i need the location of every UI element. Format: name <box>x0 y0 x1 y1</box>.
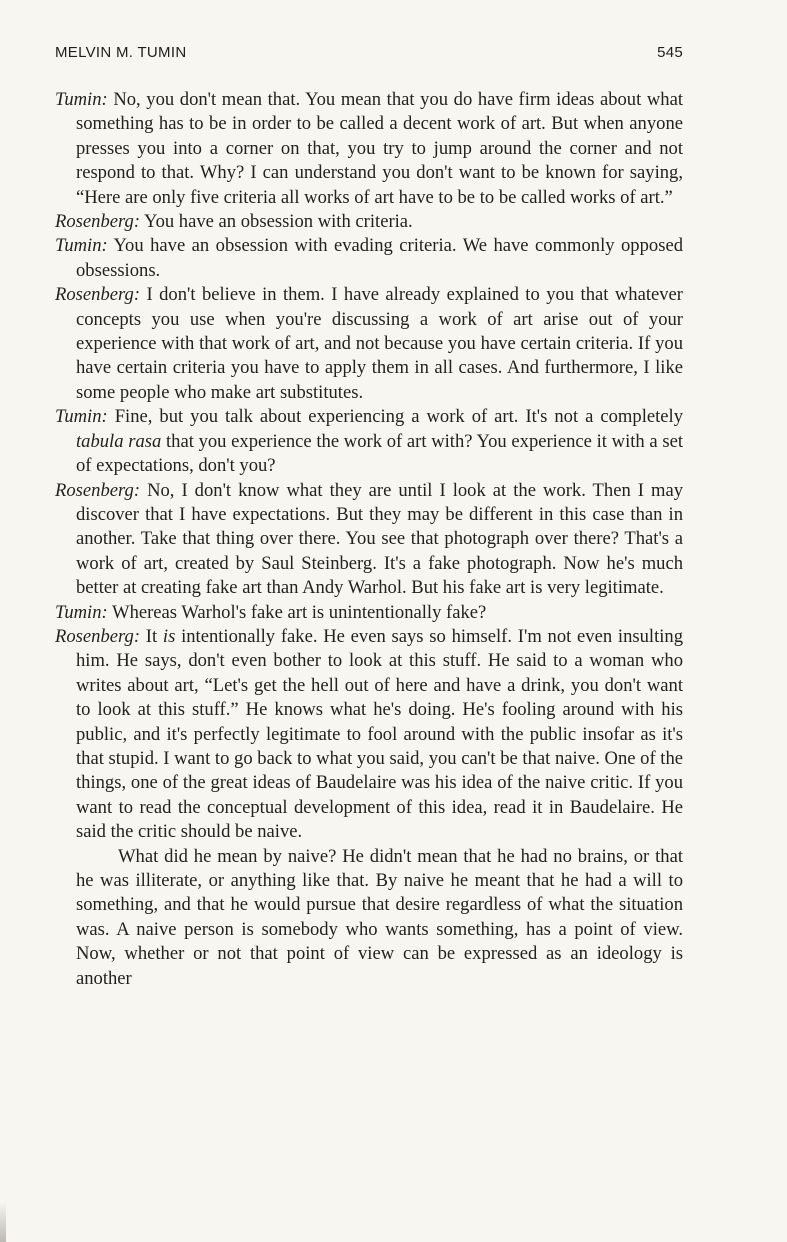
speaker-name: Rosenberg: <box>55 479 141 501</box>
speaker-name: Tumin: <box>55 406 108 428</box>
speaker-name: Tumin: <box>55 89 108 110</box>
speaker-name: Tumin: <box>55 601 108 623</box>
dialogue-text: that you experience the work of art with? You experience it with a set of expectations, don't you? <box>76 430 684 477</box>
running-header <box>55 44 683 61</box>
dialogue-paragraph <box>55 210 683 234</box>
dialogue-text: Whereas Warhol's fake art is unintentionally fake? <box>112 601 487 623</box>
dialogue-paragraph <box>55 88 683 210</box>
italic-text: is <box>162 625 176 647</box>
dialogue-text: No, you don't mean that. You mean that you do have firm ideas about what something has to be in order to be called a decent work of art. But when anyone presses you into a corner on that, you try to jump around the corner and not respond to that. Why? I can understand you don't want to be known for saying, “Here are only five criteria all works of art have to be to be called works of art.” <box>76 89 683 208</box>
dialogue-paragraph <box>55 283 683 405</box>
dialogue-text: You have an obsession with evading criteria. We have commonly opposed obsessions. <box>76 235 683 281</box>
dialogue-text: Fine, but you talk about experiencing a work of art. It's not a completely <box>114 406 683 428</box>
speaker-name: Rosenberg: <box>55 211 141 233</box>
running-head-author: MELVIN M. TUMIN <box>55 44 187 61</box>
dialogue-text: intentionally fake. He even says so himself. I'm not even insulting him. He says, don't even bother to look at this stuff. He said to a woman who writes about art, “Let's get the hell out of here and have a drink, you don't want to look at this stuff.” He knows what he's doing. He's fooling around with his public, and it's perfectly legitimate to fool around with the public insofar as it's that stupid. I want to go back to what you said, you can't be that naive. One of the things, one of the great ideas of Baudelaire was his idea of the naive critic. If you want to read the conceptual development of this idea, read it in Baudelaire. He said the critic should be naive. <box>76 625 683 843</box>
dialogue-paragraph <box>55 405 683 478</box>
body-text <box>55 88 683 991</box>
page-edge-shadow <box>0 1202 6 1242</box>
dialogue-text: No, I don't know what they are until I look at the work. Then I may discover that I have expectations. But they may be different in this case than in another. Take that thing over there. You see that photograph over there? That's a work of art, created by Saul Steinberg. It's a fake photograph. Now he's much better at creating fake art than Andy Warhol. But his fake art is very legitimate. <box>76 479 683 599</box>
page-number: 545 <box>657 44 683 61</box>
continuation-paragraph: What did he mean by naive? He didn't mean that he had no brains, or that he was illiterate, or anything like that. By naive he meant that he had a will to something, and that he would pursue that desire regardless of what the situation was. A naive person is somebody who wants something, has a point of view. Now, whether or not that point of view can be expressed as an ideology is another <box>76 845 683 989</box>
dialogue-paragraph <box>55 625 683 845</box>
dialogue-text: You have an obsession with criteria. <box>144 211 413 233</box>
dialogue-text: It <box>145 625 163 647</box>
italic-text: tabula rasa <box>76 430 162 452</box>
speaker-name: Tumin: <box>55 235 108 257</box>
speaker-name: Rosenberg: <box>55 284 141 306</box>
dialogue-paragraph <box>55 479 683 601</box>
dialogue-paragraph <box>55 601 683 625</box>
dialogue-paragraph <box>55 234 683 283</box>
speaker-name: Rosenberg: <box>55 625 141 647</box>
dialogue-text: I don't believe in them. I have already explained to you that whatever concepts you use when you're discussing a work of art arise out of your experience with that work of art, and not because you have certain criteria. If you have certain criteria you have to apply them in all cases. And furthermore, I like some people who make art substitutes. <box>76 284 683 403</box>
